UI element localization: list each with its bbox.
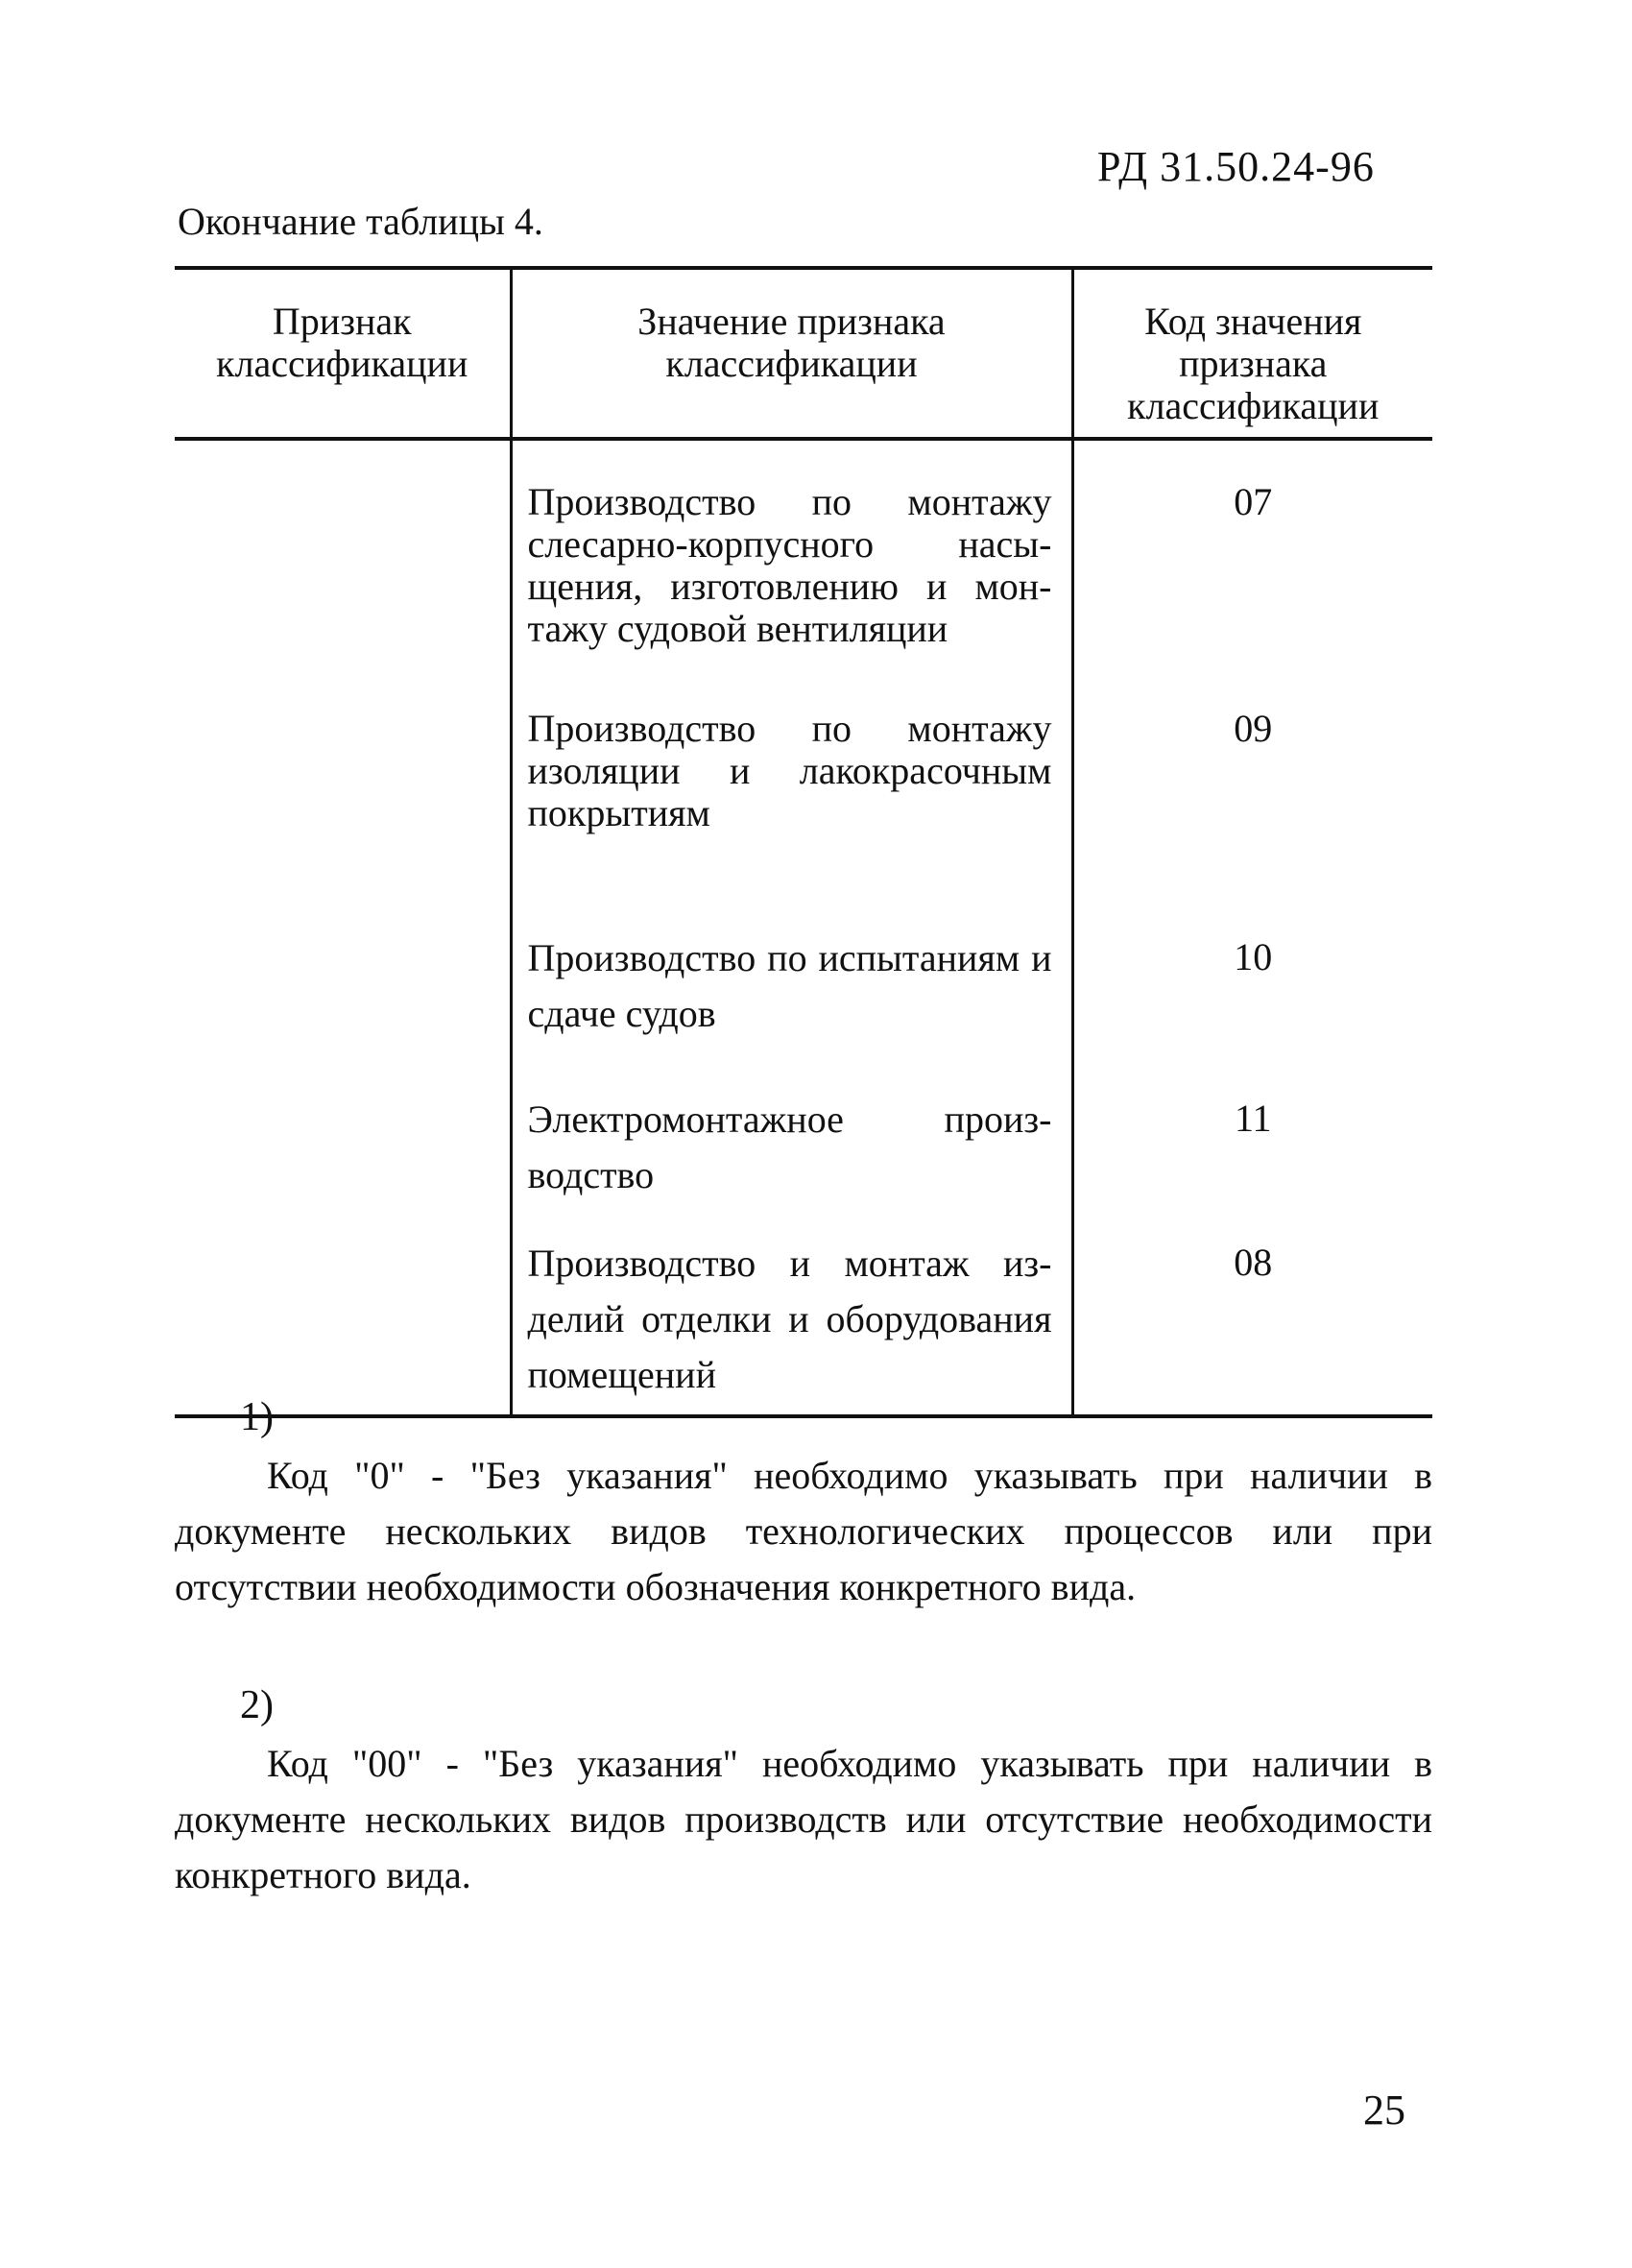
header-value: Значение признака классификации: [511, 268, 1072, 439]
code-cell: 10: [1072, 930, 1432, 1092]
classification-table: [175, 266, 1432, 1418]
value-cell: Производство по монтажу изоляции и лакокрасочным покрытиям: [511, 708, 1072, 930]
footnote-2-text: Код "00" - "Без указания" необходимо указывать при наличии в документе нескольких видов производств или отсутствие необходимости конкретного вида.: [175, 1742, 1432, 1896]
table-row: [175, 708, 1432, 930]
value-cell: Производство по испытаниям и сдаче судов: [511, 930, 1072, 1092]
header-feature: Признак классификации: [216, 300, 468, 385]
feature-cell: [175, 708, 511, 930]
footnote-1-text: Код "0" - "Без указания" необходимо указывать при наличии в документе нескольких видов технологических процессов или при отсутствии необходимости обозначения конкретного вида.: [175, 1454, 1432, 1608]
value-cell: Электромонтажное производство: [511, 1092, 1072, 1236]
document-code: РД 31.50.24-96: [1097, 143, 1375, 190]
code-cell: 08: [1072, 1236, 1432, 1416]
code-cell: 07: [1072, 439, 1432, 708]
value-cell: Производство по монтажу слесарно-корпусного насыщения, изготовлению и монтажу судовой вентиляции: [511, 439, 1072, 708]
feature-cell: [175, 439, 511, 708]
code-cell: 09: [1072, 708, 1432, 930]
code-cell: 11: [1072, 1092, 1432, 1236]
feature-cell: [175, 1236, 511, 1416]
table-row: [175, 1092, 1432, 1236]
value-cell: Производство и монтаж изделий отделки и оборудования помещений: [511, 1236, 1072, 1416]
table-caption: Окончание таблицы 4.: [178, 200, 543, 243]
footnote-1-number: 1): [240, 1395, 274, 1439]
table-row: [175, 1236, 1432, 1416]
table-header-row: [175, 268, 1432, 439]
feature-cell: [175, 930, 511, 1092]
page-number: 25: [1363, 2087, 1405, 2134]
table-row: [175, 439, 1432, 708]
feature-cell: [175, 1092, 511, 1236]
footnote-2-number: 2): [240, 1683, 274, 1727]
header-code: Код значения признака классификации: [1072, 268, 1432, 439]
table-row: [175, 930, 1432, 1092]
